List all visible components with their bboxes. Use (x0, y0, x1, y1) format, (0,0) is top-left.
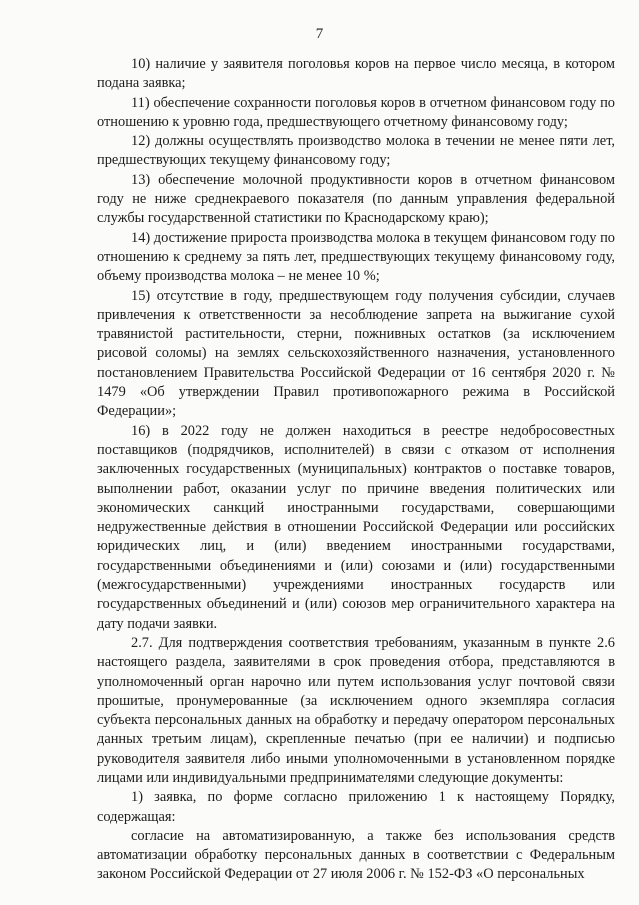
page-number: 7 (315, 26, 324, 42)
document-body (97, 55, 615, 885)
paragraph-item-12: 12) должны осуществлять производство молока в течении не менее пяти лет, предшествующих текущему финансовому году; (97, 133, 615, 169)
paragraph-consent: согласие на автоматизированную, а также без использования средств автоматизации обработку персональных данных в соответствии с Федеральным законом Российской Федерации от 27 июля 2006 г. № 152-ФЗ «О персональных (97, 827, 615, 883)
paragraph-item-15: 15) отсутствие в году, предшествующем году получения субсидии, случаев привлечения к ответственности за несоблюдение запрета на выжигание сухой травянистой растительности, стерни, пожнивных остатков (за исключением рисовой соломы) на землях сельскохозяйственного назначения, установленного постановлением Правительства Российской Федерации от 16 сентября 2020 г. № 1479 «Об утверждении Правил противопожарного режима в Российской Федерации»; (97, 287, 615, 420)
paragraph-item-10: 10) наличие у заявителя поголовья коров на первое число месяца, в котором подана заявка; (97, 56, 615, 92)
paragraph-item-16: 16) в 2022 году не должен находиться в реестре недобросовестных поставщиков (подрядчиков, исполнителей) в связи с отказом от исполнения заключенных государственных (муниципальных) контрактов о поставке товаров, выполнении работ, оказании услуг по причине введения политических или экономических санкций иностранными государствами, совершающими недружественные действия в отношении Российской Федерации или российских юридических лиц, и (или) введением иностранными государствами, государственными объединениями и (или) союзами и (или) государственными (межгосударственными) учреждениями иностранных государств или государственных объединений и (или) союзов мер ограничительного характера на дату подачи заявки. (97, 422, 615, 632)
paragraph-doc-1-application: 1) заявка, по форме согласно приложению 1 к настоящему Порядку, содержащая: (97, 789, 615, 825)
paragraph-item-14: 14) достижение прироста производства молока в текущем финансовом году по отношению к среднему за пять лет, предшествующих текущему финансовому году, объему производства молока – не менее 10 %; (97, 229, 615, 285)
paragraph-item-13: 13) обеспечение молочной продуктивности коров в отчетном финансовом году не ниже среднекраевого показателя (по данным управления федеральной службы государственной статистики по Краснодарскому краю); (97, 171, 615, 227)
paragraph-section-2-7: 2.7. Для подтверждения соответствия требованиям, указанным в пункте 2.6 настоящего раздела, заявителями в срок проведения отбора, представляются в уполномоченный орган нарочно или путем использования услуг почтовой связи прошитые, пронумерованные (за исключением одного экземпляра согласия субъекта персональных данных на обработку и передачу оператором персональных данных третьим лицам), скрепленные печатью (при ее наличии) и подписью руководителя заявителя либо иными уполномоченными в установленном порядке лицами или индивидуальными предпринимателями следующие документы: (97, 634, 615, 786)
paragraph-item-11: 11) обеспечение сохранности поголовья коров в отчетном финансовом году по отношению к уровню года, предшествующего отчетному финансовому году; (97, 94, 615, 130)
